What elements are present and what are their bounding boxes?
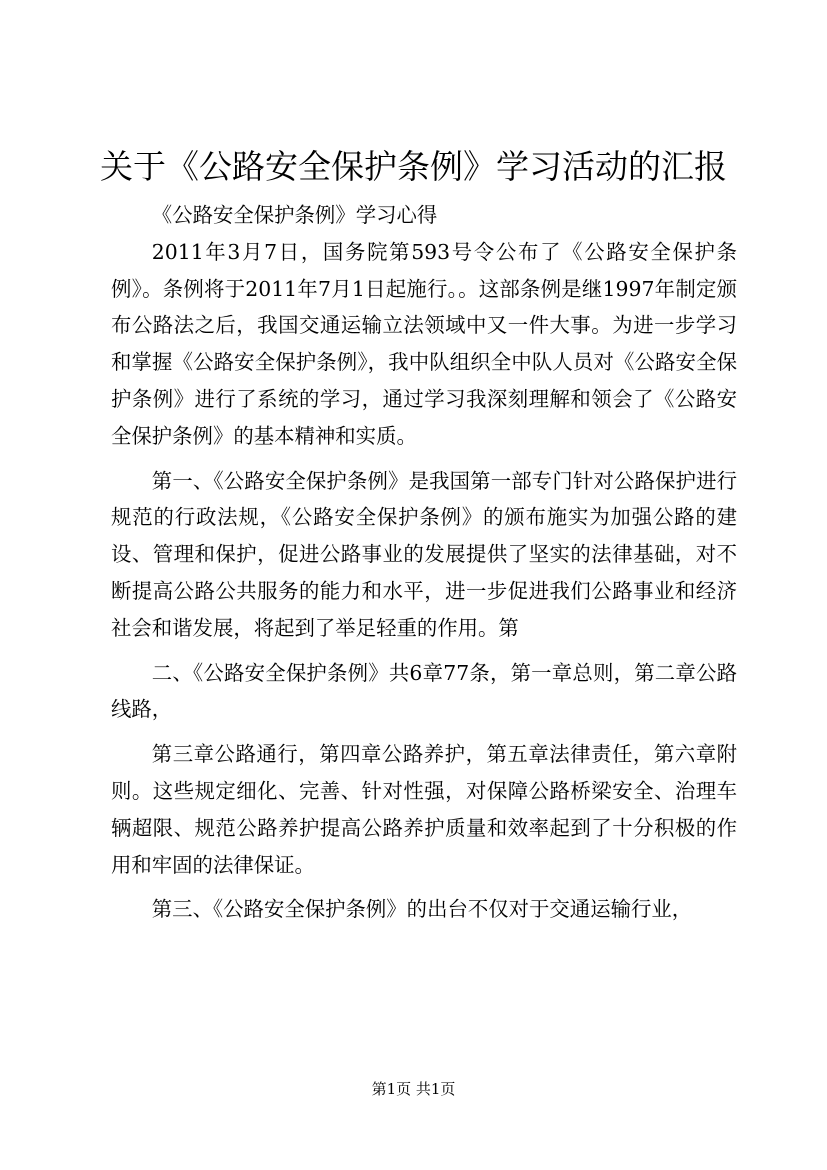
document-body [111, 197, 737, 928]
document-subtitle: 《公路安全保护条例》学习心得 [151, 203, 438, 227]
page-footer: 第1页 共1页 [371, 1080, 456, 1098]
document-title: 关于《公路安全保护条例》学习活动的汇报 [100, 147, 727, 186]
paragraph-intro: 2011年3月7日，国务院第593号令公布了《公路安全保护条例》。条例将于2011年7月1日起施行。。这部条例是继1997年制定颁布公路法之后，我国交通运输立法领域中又一件大事。为进一步学习和掌握《公路安全保护条例》，我中队组织全中队人员对《公路安全保护条例》进行了系统的学习，通过学习我深刻理解和领会了《公路安全保护条例》的基本精神和实质。 [111, 239, 737, 448]
paragraph-first-point: 第一、《公路安全保护条例》是我国第一部专门针对公路保护进行规范的行政法规，《公路安全保护条例》的颁布施实为加强公路的建设、管理和保护，促进公路事业的发展提供了坚实的法律基础，对不断提高公路公共服务的能力和水平，进一步促进我们公路事业和经济社会和谐发展，将起到了举足轻重的作用。第 [111, 468, 737, 640]
paragraph-third-point: 第三、《公路安全保护条例》的出台不仅对于交通运输行业， [151, 897, 693, 922]
paragraph-second-point: 二、《公路安全保护条例》共6章77条，第一章总则，第二章公路线路， [111, 660, 737, 722]
paragraph-chapters: 第三章公路通行，第四章公路养护，第五章法律责任，第六章附则。这些规定细化、完善、针对性强，对保障公路桥梁安全、治理车辆超限、规范公路养护提高公路养护质量和效率起到了十分积极的作用和牢固的法律保证。 [111, 742, 737, 877]
